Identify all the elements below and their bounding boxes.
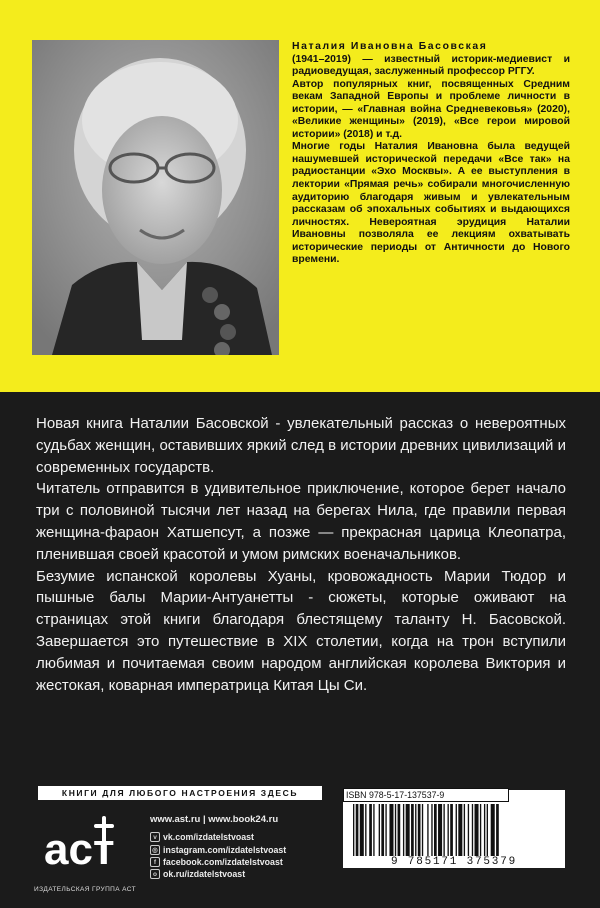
social-link-vk[interactable]: [150, 831, 286, 843]
vk-icon: v: [150, 832, 160, 842]
barcode-bar: [491, 804, 495, 856]
author-photo: [32, 40, 279, 355]
barcode-bar: [472, 804, 473, 856]
barcode-bar: [464, 804, 465, 856]
bio-paragraph: Автор популярных книг, посвященных Средним векам Западной Европы и проблеме личности в истории, — «Главная война Средневековья» (2020), «Великие женщины» (2019), «Все герои мировой истории» (2018) и т.д.: [292, 78, 570, 140]
barcode-bar: [434, 804, 437, 856]
description-paragraph: Новая книга Наталии Басовской - увлекательный рассказ о невероятных судьбах женщин, оставивших яркий след в истории древних цивилизаций и современных государств.: [36, 415, 566, 476]
barcode-bar: [395, 804, 396, 856]
social-link-text: vk.com/izdatelstvoast: [163, 832, 254, 843]
social-link-text: ok.ru/izdatelstvoast: [163, 869, 246, 880]
description-section: [0, 392, 600, 908]
description-paragraph: Читатель отправится в удивительное приключение, которое берет начало три с половиной тысячи лет назад на берегах Нила, где правили первая женщина-фараон Хатшепсут, а позже — прекрасная царица Клеопатра, пленившая своей красотой и умом римских военачальников.: [36, 480, 566, 563]
social-link-text: instagram.com/izdatelstvoast: [163, 844, 287, 855]
barcode-bar: [448, 804, 449, 856]
website-links[interactable]: www.ast.ru | www.book24.ru: [150, 814, 279, 825]
facebook-icon: f: [150, 857, 160, 867]
bio-paragraph: Многие годы Наталия Ивановна была ведущей нашумевшей исторической передачи «Все так» на радиостанции «Эхо Москвы». А ее выступления в лектории «Прямая речь» собирали многочисленную аудиторию благодаря живым и увлекательным рассказам об эпохальных событиях и выдающихся личностях. Невероятная эрудиция Наталии Ивановны позволяла ее лекциям охватывать исторические периоды от Античности до Нового времени.: [292, 141, 570, 266]
social-link-odnoklassniki[interactable]: [150, 868, 286, 880]
barcode-bar: [356, 804, 359, 856]
barcode-bar: [487, 804, 488, 856]
barcode-bar: [411, 804, 414, 856]
bio-paragraph: (1941–2019) — известный историк-медиевист и радиоведущая, заслуженный профессор РГГУ.: [292, 53, 570, 78]
isbn-barcode-block: [343, 790, 565, 868]
barcode: [351, 804, 557, 856]
barcode-bar: [458, 804, 462, 856]
author-section: [0, 0, 600, 392]
social-link-text: facebook.com/izdatelstvoast: [163, 856, 283, 867]
barcode-bar: [385, 804, 386, 856]
barcode-bar: [475, 804, 479, 856]
barcode-bar: [406, 804, 410, 856]
ast-logo: [42, 812, 122, 876]
barcode-bar: [365, 804, 366, 856]
publisher-links: [150, 814, 286, 881]
barcode-bar: [398, 804, 401, 856]
ast-logo-text: aст: [44, 825, 115, 874]
barcode-bar: [403, 804, 404, 856]
barcode-bar: [496, 804, 499, 856]
barcode-bar: [373, 804, 374, 856]
barcode-bar: [443, 804, 444, 856]
description-paragraph: Безумие испанской королевы Хуаны, кровожадность Марии Тюдор и пышные балы Марии-Антуанетты - сюжеты, которые оживают на страницах этой книги благодаря блестящему таланту Н. Басовской. Завершается это путешествие в XIX столетии, когда на трон вступили любимая и почитаемая своим народом английская королева Виктория и жестокая, коварная императрица Китая Цы Си.: [36, 567, 566, 694]
barcode-bar: [369, 804, 372, 856]
barcode-digits: 9 785171 375379: [390, 856, 518, 868]
barcode-bar: [480, 804, 481, 856]
barcode-bar: [456, 804, 457, 856]
publisher-caption: ИЗДАТЕЛЬСКАЯ ГРУППА АСТ: [34, 886, 137, 893]
author-portrait-image: [32, 40, 279, 355]
barcode-bar: [438, 804, 442, 856]
slogan-banner: КНИГИ ДЛЯ ЛЮБОГО НАСТРОЕНИЯ ЗДЕСЬ: [38, 786, 322, 800]
barcode-bar: [360, 804, 364, 856]
author-name: Наталия Ивановна Басовская: [292, 41, 488, 52]
barcode-bar: [468, 804, 469, 856]
barcode-bar: [415, 804, 416, 856]
barcode-bar: [431, 804, 432, 856]
author-bio: [292, 41, 570, 267]
social-link-instagram[interactable]: [150, 843, 286, 855]
barcode-bar: [427, 804, 428, 856]
barcode-bar: [484, 804, 485, 856]
isbn-label: ISBN 978-5-17-137537-9: [343, 788, 509, 802]
barcode-bar: [381, 804, 384, 856]
barcode-bar: [450, 804, 453, 856]
instagram-icon: ◎: [150, 845, 160, 855]
social-link-facebook[interactable]: [150, 856, 286, 868]
book-description: [36, 413, 566, 696]
barcode-bar: [379, 804, 380, 856]
odnoklassniki-icon: o: [150, 869, 160, 879]
barcode-bar: [353, 804, 354, 856]
barcode-bar: [389, 804, 393, 856]
barcode-bar: [418, 804, 421, 856]
barcode-bar: [422, 804, 423, 856]
